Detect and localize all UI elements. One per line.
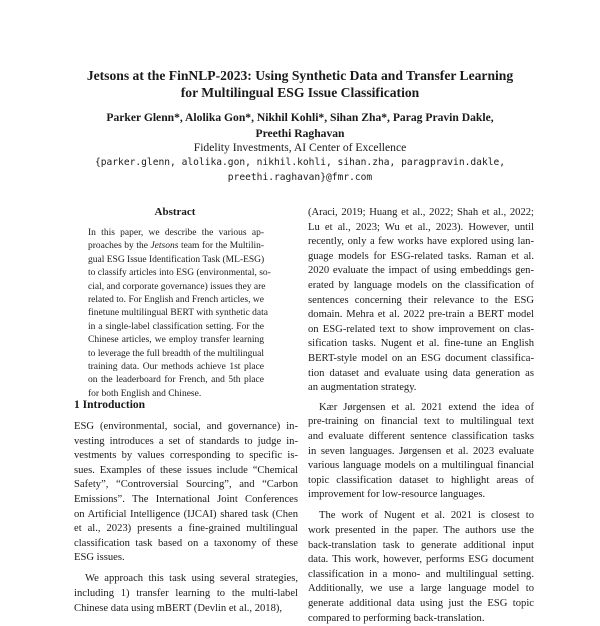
text-line: topic classification dataset to highlight areas of xyxy=(308,474,534,486)
emails-line-1: {parker.glenn, alolika.gon, nikhil.kohli, sihan.zha, paragpravin.dakle, xyxy=(94,157,506,168)
text-line: and evaluate different sentence classification tasks xyxy=(308,430,534,442)
text-line: vestments by values corresponding to specific is- xyxy=(74,450,298,462)
text-line: Emissions”. The International Joint Conferences xyxy=(74,493,298,505)
text-line: gual ESG Issue Identification Task (ML-ESG) xyxy=(88,254,265,265)
text-line: for both English and Chinese. xyxy=(88,388,202,399)
text-line: to classify articles into ESG (environmental, so- xyxy=(88,268,271,279)
text-line: Chinese articles, we employ transfer learning xyxy=(88,335,264,346)
title-line-2: for Multilingual ESG Issue Classification xyxy=(180,85,420,100)
text-line: an augmentation strategy. xyxy=(308,382,417,394)
introduction-heading: 1 Introduction xyxy=(74,399,146,411)
author-list xyxy=(40,110,560,141)
text-line: We approach this task using several strategies, xyxy=(85,573,298,585)
text-line: sentences concerning their relevance to the ESG xyxy=(308,294,534,306)
text-line: classification in a mono- and multilingual setting. xyxy=(308,568,534,580)
text-line: training data. Our methods achieve 1st place xyxy=(88,362,264,373)
right-column-body xyxy=(308,206,534,626)
text-line: ESG (environmental, social, and governance) in- xyxy=(74,421,298,432)
text-line: on ESG-related text to show improvement on clas- xyxy=(308,323,534,335)
text-line: The work of Nugent et al. 2021 is closest to xyxy=(319,510,534,522)
text-line: classification task based on a taxonomy of these xyxy=(74,537,298,549)
authors-line-2: Preethi Raghavan xyxy=(255,126,345,140)
text-line: sification tasks. Nugent et al. fine-tune an English xyxy=(308,338,534,350)
text-line: compared to performing back-translation. xyxy=(308,612,485,624)
text-line: pre-training on financial text to multilingual text xyxy=(308,416,534,428)
text-line: In this paper, we describe the various ap- xyxy=(88,228,264,238)
text-line: related to. For English and French articles, we xyxy=(88,295,264,306)
intro-paragraph-1 xyxy=(74,420,298,566)
text-line: Kær Jørgensen et al. 2021 extend the idea of xyxy=(319,401,534,413)
abstract-body xyxy=(88,227,271,401)
intro-paragraph-2 xyxy=(74,572,298,616)
related-work-paragraph-1 xyxy=(308,206,534,396)
text-line: on Artificial Intelligence (IJCAI) shared task (Chen xyxy=(74,508,298,520)
introduction-body xyxy=(74,420,298,616)
text-line: et al., 2023) presents a fine-grained multilingual xyxy=(74,523,298,535)
author-emails xyxy=(40,155,560,185)
related-work-paragraph-2 xyxy=(308,401,534,503)
text-line: 2020 evaluate the impact of using embeddings gen- xyxy=(308,265,534,277)
text-line: data. This work, however, performs ESG document xyxy=(308,554,534,566)
affiliation: Fidelity Investments, AI Center of Excellence xyxy=(193,141,407,154)
text-line: (Araci, 2019; Huang et al., 2022; Shah et al., 2022; xyxy=(308,207,534,218)
text-line: in seven languages. Jørgensen et al. 2023 evaluate xyxy=(308,445,534,457)
text-line: guage models for ESG-related tasks. Raman et al. xyxy=(308,250,534,262)
text-line: vesting introduces a set of standards to judge in- xyxy=(74,435,298,447)
text-line: BERT-style model on an ESG document classifica- xyxy=(308,352,534,364)
text-line: including 1) transfer learning to the multi-label xyxy=(74,588,298,600)
text-line: generate additional data using just the ESG topic xyxy=(308,597,534,609)
text-line: finetune multilingual BERT with synthetic data xyxy=(88,308,268,319)
text-line: recently, only a few works have explored using lan- xyxy=(308,236,534,248)
text-line: to leverage the full breadth of the multilingual xyxy=(88,348,264,359)
paper-title xyxy=(40,67,560,101)
text-line: proaches by the Jetsons team for the Multilin- xyxy=(88,241,265,252)
text-line: in a single-label classification setting. For the xyxy=(88,321,264,332)
text-line: sues. Examples of these issues include “Chemical xyxy=(74,464,298,476)
text-line: improvement for low-resource languages. xyxy=(308,489,486,501)
authors-line-1: Parker Glenn*, Alolika Gon*, Nikhil Kohli*, Sihan Zha*, Parag Pravin Dakle, xyxy=(106,111,494,124)
emails-line-2: preethi.raghavan}@fmr.com xyxy=(227,172,373,183)
text-line: tion dataset and evaluate using data generation as xyxy=(308,367,534,379)
title-line-1: Jetsons at the FinNLP-2023: Using Synthetic Data and Transfer Learning xyxy=(86,68,514,83)
text-line: ESG issues. xyxy=(74,552,125,564)
text-line: Safety”, “Controversial Sourcing”, and “Carbon xyxy=(74,479,298,491)
text-line: various language models on a multilingual financial xyxy=(308,460,534,472)
text-line: erated by language models on the classification of xyxy=(308,279,534,291)
related-work-paragraph-3 xyxy=(308,509,534,626)
text-line: cial, and corporate governance) issues they are xyxy=(88,281,266,292)
text-line: Lu et al., 2023; Wu et al., 2023). However, until xyxy=(308,221,534,233)
text-line: Chinese data using mBERT (Devlin et al., 2018), xyxy=(74,602,283,614)
text-line: Additionally, we use a large language model to xyxy=(308,583,534,595)
text-line: work presented in the paper. The authors use the xyxy=(308,524,534,536)
text-line: domain. Mehra et al. 2022 pre-train a BERT model xyxy=(308,309,534,321)
text-line: back-translation task to generate additional input xyxy=(308,539,534,551)
text-line: on the leaderboard for French, and 5th place xyxy=(88,375,264,386)
abstract-heading: Abstract xyxy=(154,206,196,218)
